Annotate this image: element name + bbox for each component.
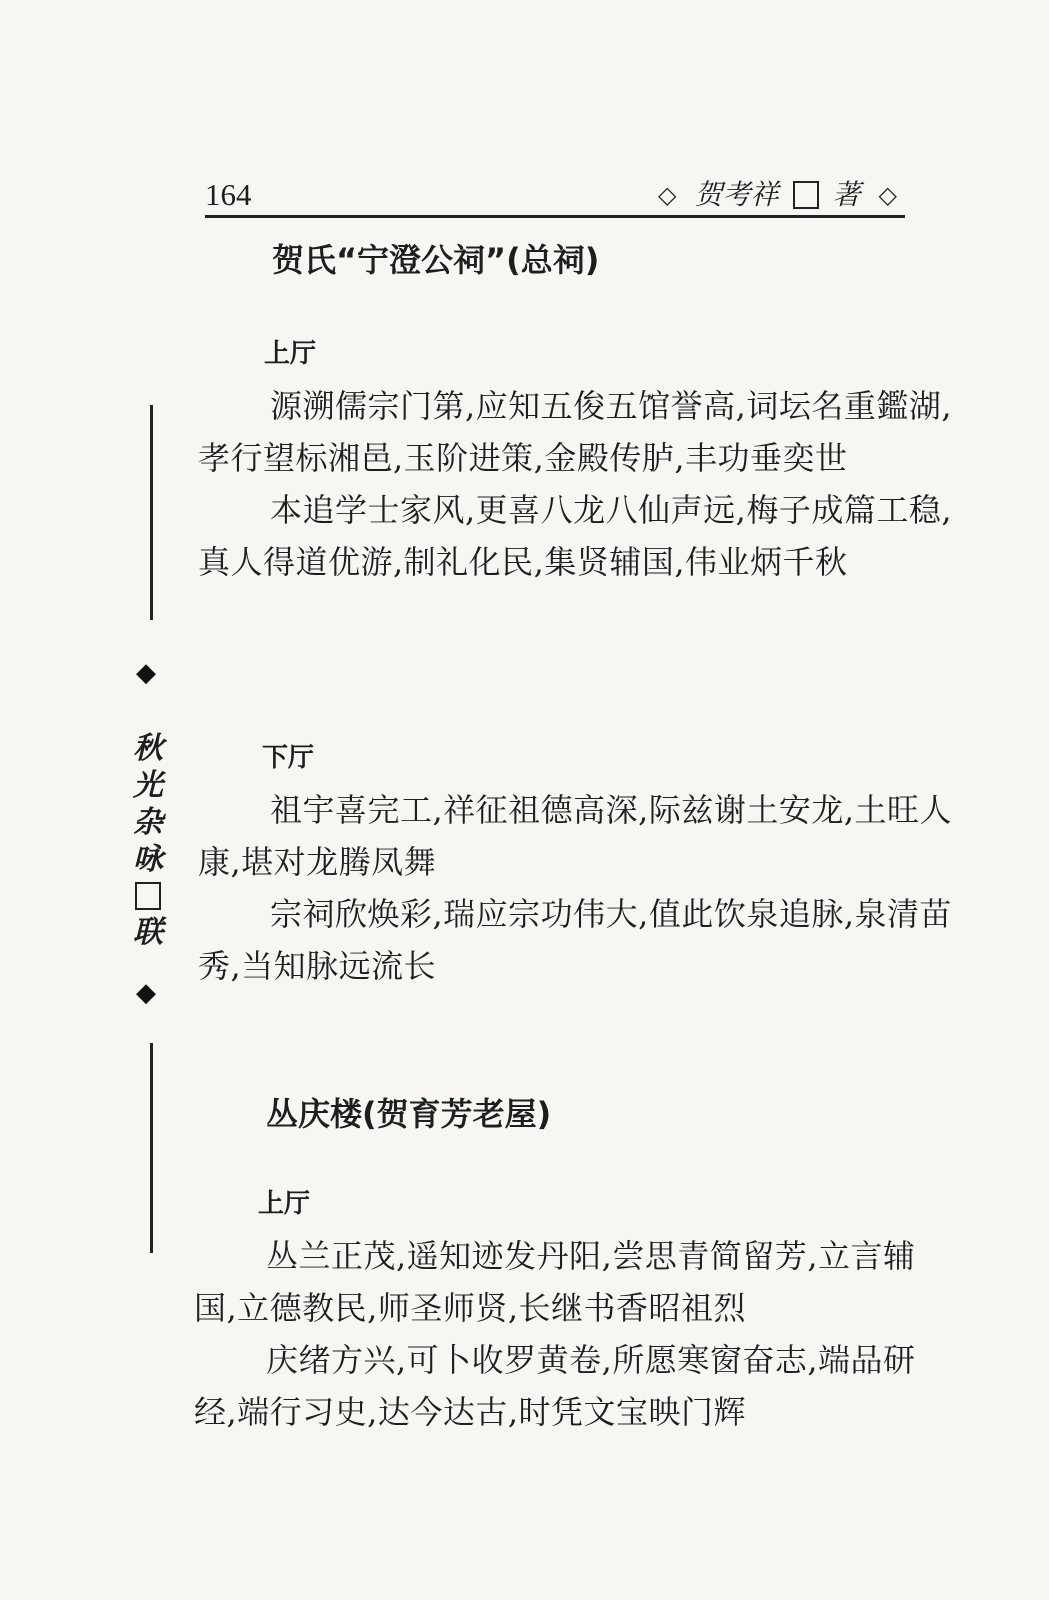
diamond-outline-icon: ◇ [878,181,897,209]
couplet-group [198,784,958,992]
diamond-solid-icon: ◆ [136,658,156,688]
sidebar-line-top [150,405,153,620]
author-suffix: 著 [832,178,861,211]
hall-label: 上厅 [264,339,317,369]
hall-label: 上厅 [258,1189,311,1219]
sidebar-char: 秋 [133,731,163,766]
couplet-line: 源溯儒宗门第,应知五俊五馆誉高,词坛名重鑑湖,孝行望标湘邑,玉阶进策,金殿传胪,丰功垂奕世 [198,387,953,477]
sidebar-char: 光 [133,768,163,803]
couplet-line: 庆绪方兴,可卜收罗黄卷,所愿寒窗奋志,端品研经,端行习史,达今达古,时凭文宝映门辉 [194,1341,916,1431]
couplet-group [198,380,958,588]
author-name: 贺考祥 [694,178,779,211]
sidebar-char: 联 [133,915,163,950]
diamond-solid-icon: ◆ [136,978,156,1008]
header-rule [205,215,905,218]
sidebar-line-bottom [150,1043,153,1253]
couplet-line: 祖宇喜完工,祥征祖德高深,际兹谢土安龙,土旺人康,堪对龙腾凤舞 [198,791,953,881]
diamond-outline-icon: ◇ [658,181,677,209]
couplet-line: 本追学士家风,更喜八龙八仙声远,梅子成篇工稳,真人得道优游,制礼化民,集贤辅国,伟业炳千秋 [198,491,953,581]
sidebar-book-title [128,730,168,951]
section-title: 丛庆楼(贺育芳老屋) [266,1095,552,1133]
sidebar-char: 杂 [133,805,163,840]
couplet-group [194,1230,954,1438]
author-credit [650,177,905,213]
sidebar-char: 咏 [133,842,163,877]
couplet-line: 宗祠欣焕彩,瑞应宗功伟大,值此饮泉追脉,泉清苗秀,当知脉远流长 [198,895,953,985]
section-title: 贺氏“宁澄公祠”(总祠) [272,241,600,279]
hall-label: 下厅 [262,743,315,773]
couplet-line: 丛兰正茂,遥知迹发丹阳,尝思青简留芳,立言辅国,立德教民,师圣师贤,长继书香昭祖烈 [194,1237,916,1327]
box-separator-icon [793,181,819,209]
box-separator-icon [135,882,161,910]
running-header [205,175,905,219]
page-number: 164 [205,177,252,212]
